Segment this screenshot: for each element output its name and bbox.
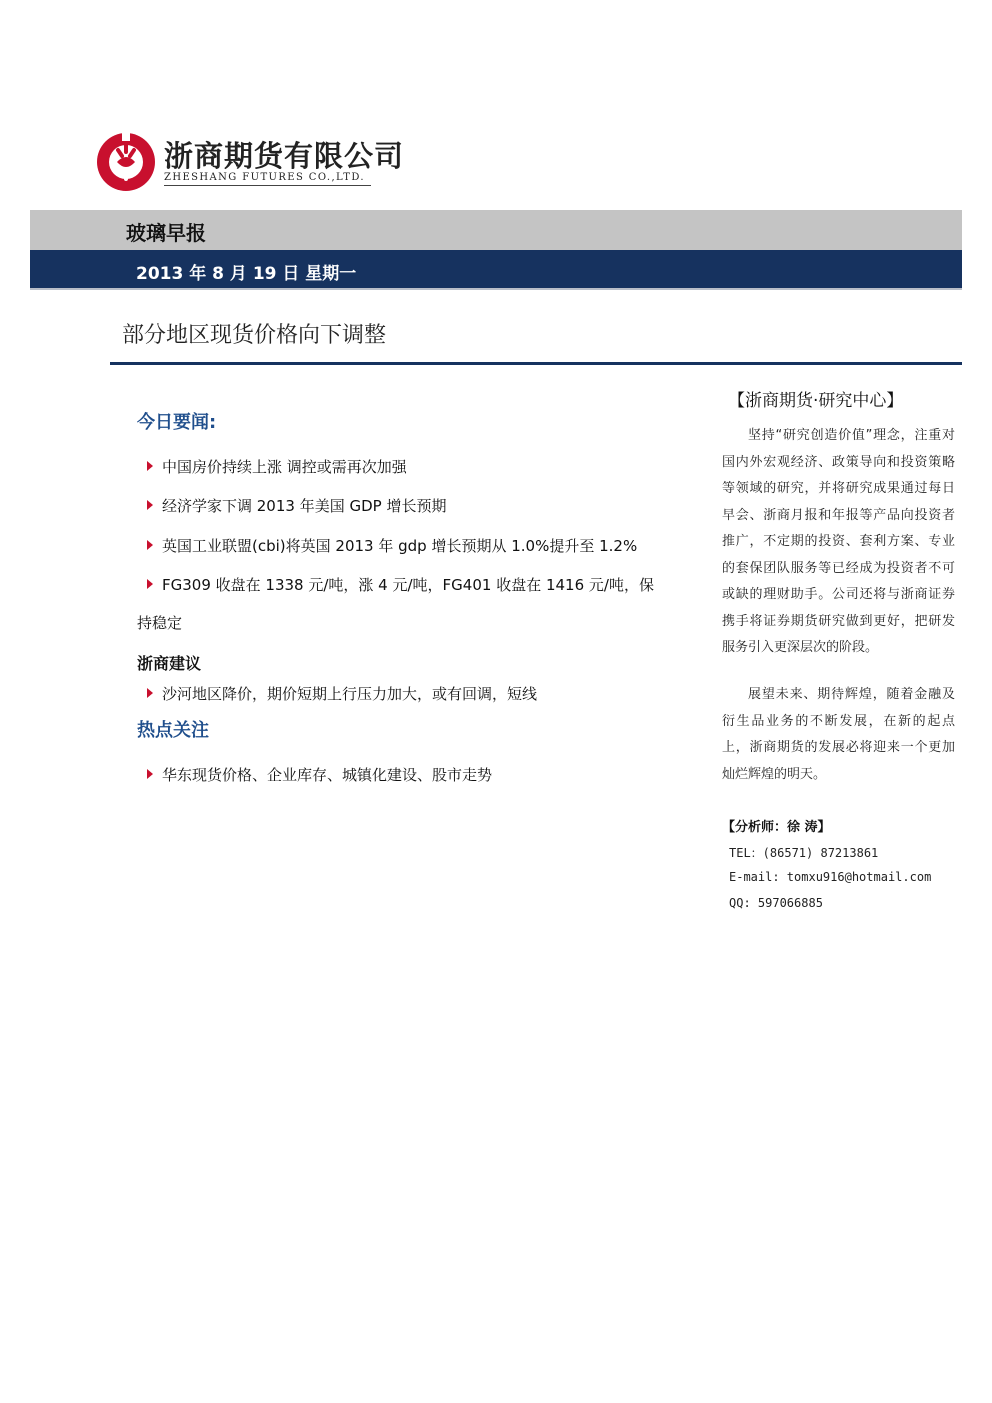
red-triangle-bullet-icon: [147, 579, 153, 589]
hot-section-title: 热点关注: [137, 720, 209, 741]
headline: 部分地区现货价格向下调整: [122, 323, 387, 348]
red-triangle-bullet-icon: [147, 500, 153, 510]
news-item-continuation: 持稳定: [137, 614, 183, 632]
advice-item-text: 沙河地区降价，期价短期上行压力加大，或有回调，短线: [162, 685, 538, 703]
research-center-title: 【浙商期货·研究中心】: [728, 391, 904, 411]
news-item-text: FG309 收盘在 1338 元/吨，涨 4 元/吨，FG401 收盘在 1416 元/吨，保: [162, 576, 654, 594]
report-date: 2013 年 8 月 19 日 星期一: [136, 264, 357, 284]
research-center-paragraph: 展望未来、期待辉煌，随着金融及衍生品业务的不断发展，在新的起点上，浙商期货的发展必将迎来一个更加灿烂辉煌的明天。: [722, 687, 955, 782]
zheshang-logo-icon: [96, 132, 156, 192]
news-item-text: 英国工业联盟(cbi)将英国 2013 年 gdp 增长预期从 1.0%提升至 1.2%: [162, 537, 638, 555]
news-item: [147, 456, 407, 477]
news-item: [147, 535, 637, 556]
red-triangle-bullet-icon: [147, 461, 153, 471]
red-triangle-bullet-icon: [147, 688, 153, 698]
advice-item: [147, 683, 537, 704]
news-item-text: 中国房价持续上涨 调控或需再次加强: [162, 458, 407, 476]
hot-item: [147, 764, 492, 785]
news-item-text: 经济学家下调 2013 年美国 GDP 增长预期: [162, 497, 447, 515]
headline-divider: [110, 362, 962, 365]
logo-underline: [164, 185, 371, 186]
analyst-phone: TEL：(86571) 87213861: [729, 846, 879, 860]
hot-item-text: 华东现货价格、企业库存、城镇化建设、股市走势: [162, 766, 493, 784]
analyst-name: 【分析师：徐 涛】: [722, 820, 831, 835]
news-item: [147, 574, 654, 595]
company-name-cn: 浙商期货有限公司: [164, 139, 405, 173]
red-triangle-bullet-icon: [147, 540, 153, 550]
company-name-en: ZHESHANG FUTURES CO.,LTD.: [164, 172, 365, 183]
report-title: 玻璃早报: [126, 221, 206, 245]
news-section-title: 今日要闻:: [137, 412, 217, 433]
analyst-email[interactable]: E-mail: tomxu916@hotmail.com: [729, 870, 932, 884]
advice-section-title: 浙商建议: [137, 654, 202, 673]
band-shadow: [30, 288, 962, 290]
analyst-qq: QQ: 597066885: [729, 896, 823, 910]
research-center-paragraph: 坚持“研究创造价值”理念，注重对国内外宏观经济、政策导向和投资策略等领域的研究，并将研究成果通过每日早会、浙商月报和年报等产品向投资者推广，不定期的投资、套利方案、专业的套保团队服务等已经成为投资者不可或缺的理财助手。公司还将与浙商证券携手将证券期货研究做到更好，把研发服务引入更深层次的阶段。: [722, 428, 955, 655]
news-item: [147, 495, 446, 516]
red-triangle-bullet-icon: [147, 769, 153, 779]
